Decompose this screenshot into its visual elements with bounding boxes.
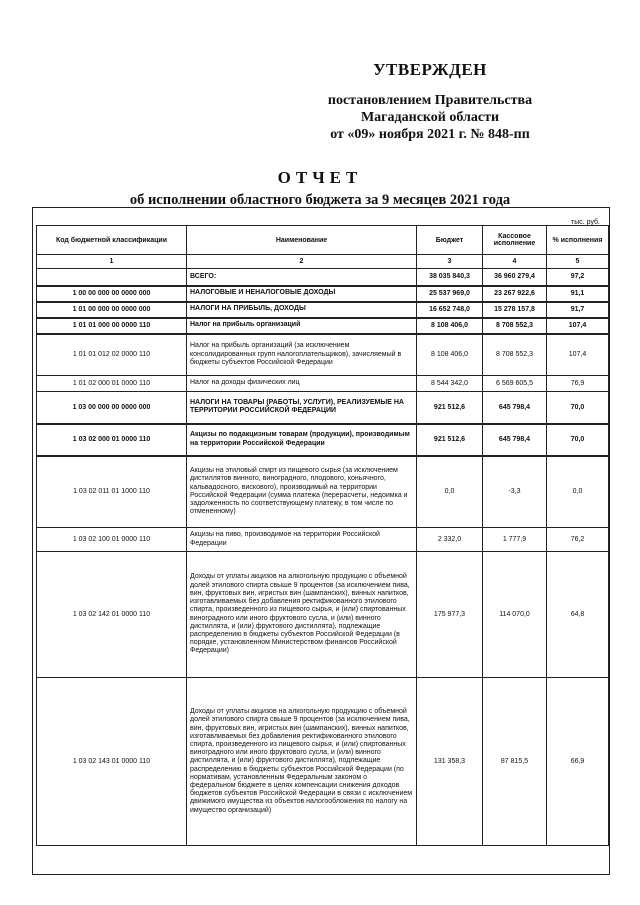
row-percent: 76,9 bbox=[547, 376, 609, 392]
row-name: Доходы от уплаты акцизов на алкогольную продукцию с объемной долей этилового спирта свыше 9 процентов (за исключением пива, вин, фруктовых вин, игристых вин (шампанских), винных напитков, изготавливаемых без добавления ректификованного этилового спирта, произведенного из пищевого сырья, и (или) спиртованных виноградного или иного фруктового сусла, и (или) винного дистиллята, и (или) фруктового дистиллята), подлежащие распределению в бюджеты субъектов Российской Федерации (в порядке, установленном Министерством финансов Российской Федерации) bbox=[187, 552, 417, 678]
row-code: 1 03 02 143 01 0000 110 bbox=[37, 678, 187, 846]
row-budget: 16 652 748,0 bbox=[417, 302, 483, 318]
approval-heading: УТВЕРЖДЕН bbox=[373, 60, 487, 79]
row-percent: 70,0 bbox=[547, 392, 609, 424]
row-percent: 0,0 bbox=[547, 456, 609, 528]
row-code: 1 01 01 012 02 0000 110 bbox=[37, 334, 187, 376]
row-code: 1 03 02 100 01 0000 110 bbox=[37, 528, 187, 552]
table-row bbox=[37, 424, 609, 456]
row-code: 1 03 02 011 01 1000 110 bbox=[37, 456, 187, 528]
row-name: Налог на прибыль организаций bbox=[187, 318, 417, 334]
row-budget: 8 544 342,0 bbox=[417, 376, 483, 392]
row-execution: 87 815,5 bbox=[483, 678, 547, 846]
row-name: НАЛОГИ НА ПРИБЫЛЬ, ДОХОДЫ bbox=[187, 302, 417, 318]
row-execution: 114 070,0 bbox=[483, 552, 547, 678]
row-name: НАЛОГИ НА ТОВАРЫ (РАБОТЫ, УСЛУГИ), РЕАЛИЗУЕМЫЕ НА ТЕРРИТОРИИ РОССИЙСКОЙ ФЕДЕРАЦИИ bbox=[187, 392, 417, 424]
row-name: Доходы от уплаты акцизов на алкогольную продукцию с объемной долей этилового спирта свыше 9 процентов (за исключением пива, вин, фруктовых вин, игристых вин (шампанских), винных напитков, изготавливаемых без добавления ректификованного этилового спирта, произведенного из пищевого сырья, и (или) спиртованных виноградного или иного фруктового сусла, и (или) винного дистиллята, и (или) фруктового дистиллята), подлежащие распределению в бюджеты субъектов Российской Федерации (по нормативам, установленным Федеральным законом о федеральном бюджете в целях компенсации снижения доходов бюджетов субъектов Российской Федерации в связи с исключением движимого имущества из объектов налогообложения по налогу на имущество организаций) bbox=[187, 678, 417, 846]
row-execution: 8 708 552,3 bbox=[483, 334, 547, 376]
table-row bbox=[37, 392, 609, 424]
row-execution: 1 777,9 bbox=[483, 528, 547, 552]
row-execution: -3,3 bbox=[483, 456, 547, 528]
col-number: 2 bbox=[187, 255, 417, 269]
row-percent: 107,4 bbox=[547, 334, 609, 376]
row-code bbox=[37, 269, 187, 286]
row-execution: 6 569 605,5 bbox=[483, 376, 547, 392]
table-row bbox=[37, 318, 609, 334]
table-row bbox=[37, 678, 609, 846]
row-code: 1 01 00 000 00 0000 000 bbox=[37, 302, 187, 318]
row-percent: 64,8 bbox=[547, 552, 609, 678]
row-execution: 645 798,4 bbox=[483, 424, 547, 456]
header-name: Наименование bbox=[187, 226, 417, 255]
approval-stamp bbox=[300, 60, 560, 143]
row-percent: 91,7 bbox=[547, 302, 609, 318]
col-number: 3 bbox=[417, 255, 483, 269]
row-budget: 38 035 840,3 bbox=[417, 269, 483, 286]
column-number-row bbox=[37, 255, 609, 269]
row-code: 1 00 00 000 00 0000 000 bbox=[37, 286, 187, 302]
row-name: ВСЕГО: bbox=[187, 269, 417, 286]
row-name: Акцизы на этиловый спирт из пищевого сырья (за исключением дистиллятов винного, виноградного, плодового, коньячного, кальвадосного, вискового), производимый на территории Российской Федерации (сумма платежа (перерасчеты, недоимка и задолженность по соответствующему платежу, в том числе по отмененному) bbox=[187, 456, 417, 528]
row-code: 1 01 01 000 00 0000 110 bbox=[37, 318, 187, 334]
budget-table bbox=[36, 225, 609, 846]
approval-line-3: Магаданской области bbox=[360, 110, 500, 125]
row-code: 1 03 00 000 00 0000 000 bbox=[37, 392, 187, 424]
row-execution: 23 267 922,6 bbox=[483, 286, 547, 302]
header-execution: Кассовое исполнение bbox=[483, 226, 547, 255]
row-code: 1 03 02 142 01 0000 110 bbox=[37, 552, 187, 678]
table-row bbox=[37, 286, 609, 302]
row-name: Налог на доходы физических лиц bbox=[187, 376, 417, 392]
row-name: Акцизы на пиво, производимое на территории Российской Федерации bbox=[187, 528, 417, 552]
approval-line-4: от «09» ноября 2021 г. № 848-пп bbox=[330, 127, 530, 142]
table-row bbox=[37, 269, 609, 286]
row-budget: 921 512,6 bbox=[417, 424, 483, 456]
row-budget: 921 512,6 bbox=[417, 392, 483, 424]
header-code: Код бюджетной классификации bbox=[37, 226, 187, 255]
table-row bbox=[37, 302, 609, 318]
row-percent: 66,9 bbox=[547, 678, 609, 846]
report-title: ОТЧЕТ bbox=[277, 168, 363, 187]
col-number: 5 bbox=[547, 255, 609, 269]
header-percent: % исполнения bbox=[547, 226, 609, 255]
row-budget: 175 977,3 bbox=[417, 552, 483, 678]
row-percent: 97,2 bbox=[547, 269, 609, 286]
row-percent: 76,2 bbox=[547, 528, 609, 552]
col-number: 4 bbox=[483, 255, 547, 269]
row-name: Акцизы по подакцизным товарам (продукции), производимым на территории Российской Федерации bbox=[187, 424, 417, 456]
table-row bbox=[37, 376, 609, 392]
row-budget: 8 108 406,0 bbox=[417, 334, 483, 376]
units-label: тыс. руб. bbox=[571, 219, 600, 226]
row-execution: 15 278 157,8 bbox=[483, 302, 547, 318]
row-name: Налог на прибыль организаций (за исключением консолидированных групп налогоплательщиков), зачисляемый в бюджеты субъектов Российской Федерации bbox=[187, 334, 417, 376]
row-percent: 70,0 bbox=[547, 424, 609, 456]
row-percent: 91,1 bbox=[547, 286, 609, 302]
header-row bbox=[37, 226, 609, 255]
table-row bbox=[37, 552, 609, 678]
row-execution: 36 960 279,4 bbox=[483, 269, 547, 286]
row-code: 1 03 02 000 01 0000 110 bbox=[37, 424, 187, 456]
row-code: 1 01 02 000 01 0000 110 bbox=[37, 376, 187, 392]
row-percent: 107,4 bbox=[547, 318, 609, 334]
row-budget: 2 332,0 bbox=[417, 528, 483, 552]
header-budget: Бюджет bbox=[417, 226, 483, 255]
row-execution: 8 708 552,3 bbox=[483, 318, 547, 334]
row-budget: 8 108 406,0 bbox=[417, 318, 483, 334]
row-budget: 0,0 bbox=[417, 456, 483, 528]
table-row bbox=[37, 334, 609, 376]
approval-line-2: постановлением Правительства bbox=[327, 93, 533, 108]
report-subtitle: об исполнении областного бюджета за 9 месяцев 2021 года bbox=[129, 192, 511, 208]
table-row bbox=[37, 528, 609, 552]
row-execution: 645 798,4 bbox=[483, 392, 547, 424]
row-budget: 131 358,3 bbox=[417, 678, 483, 846]
row-name: НАЛОГОВЫЕ И НЕНАЛОГОВЫЕ ДОХОДЫ bbox=[187, 286, 417, 302]
col-number: 1 bbox=[37, 255, 187, 269]
table-row bbox=[37, 456, 609, 528]
row-budget: 25 537 969,0 bbox=[417, 286, 483, 302]
